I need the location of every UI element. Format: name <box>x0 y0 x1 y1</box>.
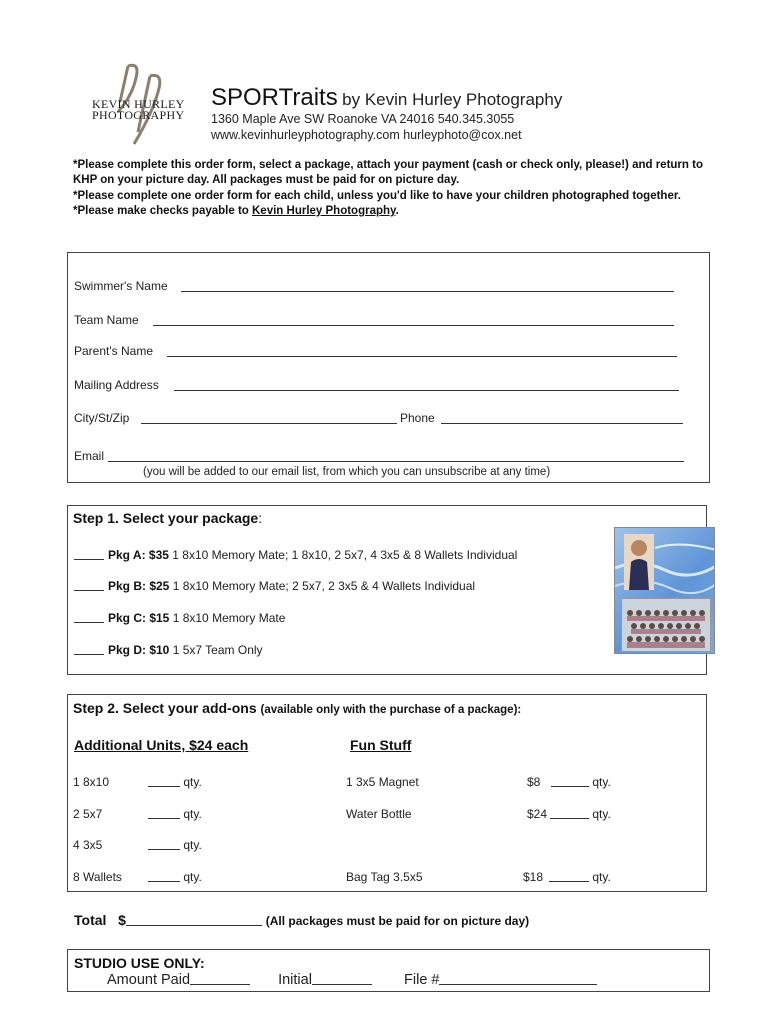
step1-title <box>73 510 262 526</box>
mailing-address-field[interactable] <box>174 390 679 391</box>
water-bottle-price: $24 <box>527 807 548 821</box>
bag-tag-label: Bag Tag 3.5x5 <box>346 870 423 884</box>
instruction-3 <box>73 204 703 219</box>
unit-8x10-label: 1 8x10 <box>73 775 110 789</box>
parents-name-field[interactable] <box>167 356 677 357</box>
phone-field[interactable] <box>441 423 683 424</box>
studio-address: 1360 Maple Ave SW Roanoke VA 24016 540.345.3055 <box>211 112 515 126</box>
step1-title-colon: : <box>258 510 263 526</box>
qty-label: qty. <box>183 775 202 789</box>
additional-units-header: Additional Units, $24 each <box>74 737 249 753</box>
parents-name-label: Parent's Name <box>74 344 153 358</box>
total-amount-field[interactable] <box>126 925 262 926</box>
file-number-field[interactable] <box>439 984 597 985</box>
unit-wallets-qty[interactable] <box>148 870 202 884</box>
qty-label: qty. <box>592 807 611 821</box>
unit-wallets-qty-field[interactable] <box>148 881 180 882</box>
amount-paid-label: Amount Paid <box>107 972 191 988</box>
unit-5x7-label: 2 5x7 <box>73 807 103 821</box>
bag-tag-price: $18 <box>523 870 544 884</box>
studio-use-title: STUDIO USE ONLY: <box>74 955 205 971</box>
unit-8x10-qty-field[interactable] <box>148 786 180 787</box>
amount-paid-field[interactable] <box>190 984 250 985</box>
swimmer-name-label: Swimmer's Name <box>74 279 168 293</box>
total-row <box>74 912 529 928</box>
instruction-1: *Please complete this order form, select a package, attach your payment (cash or check only, please!) and return to KHP on your picture day. All packages must be paid for on picture day. <box>73 159 703 187</box>
step2-title-text: Step 2. Select your add-ons <box>73 700 257 716</box>
instruction-3-suffix: . <box>395 204 399 217</box>
instruction-3-prefix: *Please make checks payable to <box>73 204 252 217</box>
qty-label: qty. <box>592 870 611 884</box>
step2-addons-box <box>67 694 707 892</box>
logo-text-line2: PHOTOGRAPHY <box>92 108 185 122</box>
package-option-c[interactable] <box>74 611 285 625</box>
total-label: Total $ <box>74 912 126 928</box>
brand-main: SPORTraits <box>211 84 338 111</box>
package-c-name: Pkg C: $15 <box>108 611 170 625</box>
step2-subtitle: (available only with the purchase of a package): <box>260 704 522 716</box>
step1-title-text: Step 1. Select your package <box>73 510 259 526</box>
magnet-label: 1 3x5 Magnet <box>346 775 419 789</box>
instructions <box>73 158 703 219</box>
logo-text-line1: KEVIN HURLEY <box>92 97 185 111</box>
package-d-name: Pkg D: $10 <box>108 643 170 657</box>
magnet-price: $8 <box>527 775 541 789</box>
bag-tag-qty[interactable] <box>549 870 611 884</box>
water-bottle-qty[interactable] <box>550 807 611 821</box>
studio-use-row <box>107 972 597 988</box>
step2-title <box>73 700 521 716</box>
bag-tag-qty-field[interactable] <box>549 881 589 882</box>
brand-title <box>211 84 562 112</box>
package-b-name: Pkg B: $25 <box>108 579 170 593</box>
package-option-b[interactable] <box>74 579 475 593</box>
brand-sub: by Kevin Hurley Photography <box>342 90 563 109</box>
qty-label: qty. <box>183 870 202 884</box>
email-field[interactable] <box>108 461 684 462</box>
mailing-address-label: Mailing Address <box>74 378 159 392</box>
team-photo-thumbnail <box>621 598 711 652</box>
email-label: Email <box>74 449 105 463</box>
fun-stuff-header: Fun Stuff <box>350 737 412 753</box>
package-a-name: Pkg A: $35 <box>108 548 169 562</box>
package-option-a[interactable] <box>74 548 517 562</box>
studio-web-email: www.kevinhurleyphotography.com hurleyphoto@cox.net <box>211 128 522 142</box>
unit-3x5-qty-field[interactable] <box>148 849 180 850</box>
unit-5x7-qty-field[interactable] <box>148 818 180 819</box>
package-c-desc: 1 8x10 Memory Mate <box>172 611 286 625</box>
package-a-desc: 1 8x10 Memory Mate; 1 8x10, 2 5x7, 4 3x5 & 8 Wallets Individual <box>172 548 518 562</box>
city-st-zip-field[interactable] <box>141 423 397 424</box>
city-st-zip-label: City/St/Zip <box>74 411 130 425</box>
instruction-2: *Please complete one order form for each child, unless you'd like to have your children photographed together. <box>73 189 681 202</box>
package-c-checkbox[interactable] <box>74 622 104 623</box>
swimmer-portrait-icon <box>624 534 654 590</box>
package-d-desc: 1 5x7 Team Only <box>172 643 263 657</box>
studio-logo <box>88 62 188 154</box>
total-note: (All packages must be paid for on picture day) <box>265 914 530 928</box>
phone-label: Phone <box>400 411 435 425</box>
package-b-checkbox[interactable] <box>74 590 104 591</box>
water-bottle-qty-field[interactable] <box>550 818 589 819</box>
magnet-qty-field[interactable] <box>551 786 589 787</box>
qty-label: qty. <box>592 775 611 789</box>
unit-3x5-qty[interactable] <box>148 838 202 852</box>
unit-5x7-qty[interactable] <box>148 807 202 821</box>
unit-8x10-qty[interactable] <box>148 775 202 789</box>
team-group-icon <box>622 599 712 653</box>
team-name-field[interactable] <box>153 325 674 326</box>
team-name-label: Team Name <box>74 313 139 327</box>
package-b-desc: 1 8x10 Memory Mate; 2 5x7, 2 3x5 & 4 Wallets Individual <box>172 579 476 593</box>
payee-name: Kevin Hurley Photography <box>252 204 396 217</box>
package-d-checkbox[interactable] <box>74 654 104 655</box>
magnet-qty[interactable] <box>551 775 611 789</box>
qty-label: qty. <box>183 807 202 821</box>
sample-memory-mate-photo <box>614 527 715 654</box>
swimmer-name-field[interactable] <box>181 291 674 292</box>
qty-label: qty. <box>183 838 202 852</box>
file-number-label: File # <box>404 972 440 988</box>
initial-label: Initial <box>278 972 312 988</box>
package-option-d[interactable] <box>74 643 263 657</box>
package-a-checkbox[interactable] <box>74 559 104 560</box>
water-bottle-label: Water Bottle <box>346 807 412 821</box>
email-note: (you will be added to our email list, from which you can unsubscribe at any time) <box>143 466 551 478</box>
initial-field[interactable] <box>312 984 372 985</box>
unit-wallets-label: 8 Wallets <box>73 870 122 884</box>
unit-3x5-label: 4 3x5 <box>73 838 103 852</box>
